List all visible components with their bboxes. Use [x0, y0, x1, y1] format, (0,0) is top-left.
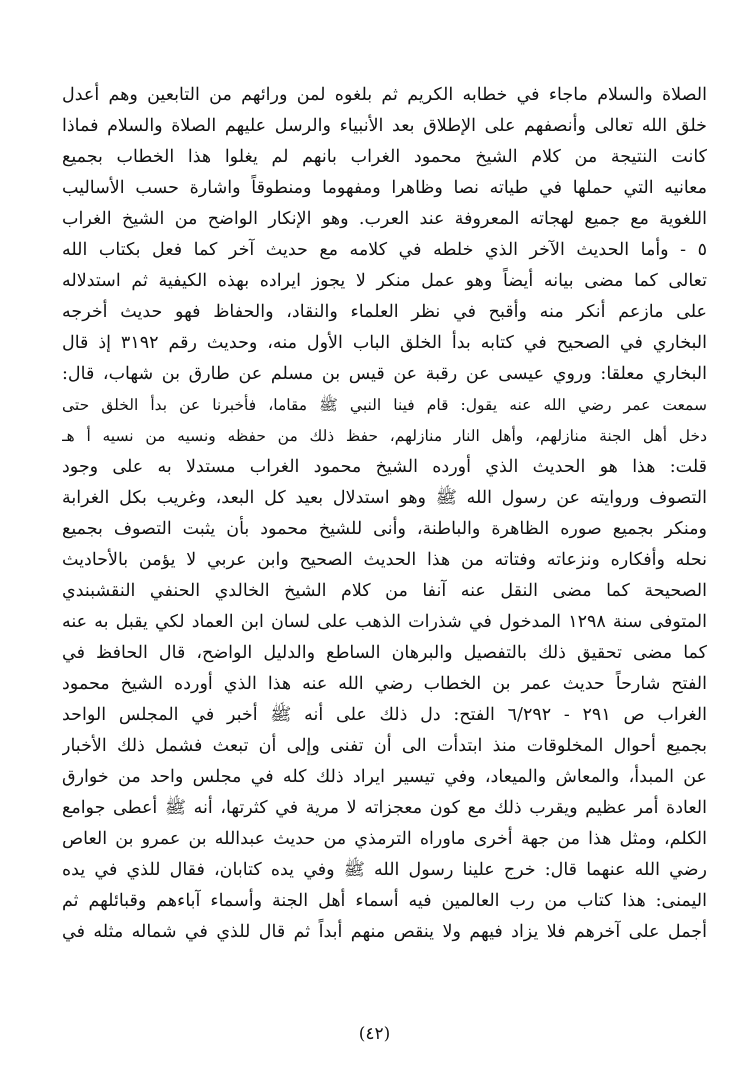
text-line: رضي الله عنهما قال: خرج علينا رسول الله ﷺ وفي يده كتابان، فقال للذي في يده: [62, 860, 707, 880]
quote-line: سمعت عمر رضي الله عنه يقول: قام فينا النبي ﷺ مقاما، فأخبرنا عن بدأ الخلق حتى: [62, 396, 707, 414]
text-line: الغراب ص ٢٩١ - ٦/٢٩٢ الفتح: دل ذلك على أنه ﷺ أخبر في المجلس الواحد: [62, 705, 707, 725]
text-line: الفتح شارحاً حديث عمر بن الخطاب رضي الله عنه هذا الذي أورده الشيخ محمود: [62, 674, 707, 694]
text-line: معانيه التي حملها في طياته نصا وظاهرا ومفهوما ومنطوقاً واشارة حسب الأساليب: [62, 178, 707, 198]
text-line: كما مضى تحقيق ذلك بالتفصيل والبرهان الساطع والدليل الواضح، قال الحافظ في: [62, 643, 707, 663]
text-line: البخاري في الصحيح في كتابه بدأ الخلق الباب الأول منه، وحديث رقم ٣١٩٢ إذ قال: [62, 333, 707, 353]
text-line: عن المبدأ، والمعاش والميعاد، وفي تيسير ايراد ذلك كله في مجلس واحد من خوارق: [62, 767, 707, 787]
text-line: تعالى كما مضى بيانه أيضاً وهو عمل منكر لا يجوز ايراده بهذه الكيفية ثم استدلاله: [62, 271, 707, 291]
text-line: الكلم، ومثل هذا من جهة أخرى ماوراه الترمذي من حديث عبدالله بن عمرو بن العاص: [62, 829, 707, 849]
quote-line: دخل أهل الجنة منازلهم، وأهل النار منازلهم، حفظ ذلك من حفظه ونسيه من نسيه أ هـ: [62, 427, 707, 445]
text-line: خلق الله تعالى وأنصفهم على الإطلاق بعد الأنبياء والرسل عليهم الصلاة والسلام فماذا: [62, 116, 707, 136]
text-line: ومنكر بجميع صوره الظاهرة والباطنة، وأنى للشيخ محمود بأن يثبت التصوف بجميع: [62, 519, 707, 539]
text-line: ٥ - وأما الحديث الآخر الذي خلطه في كلامه مع حديث آخر كما فعل بكتاب الله: [62, 240, 707, 260]
text-line: نحله وأفكاره ونزعاته وفتاته من هذا الحديث الصحيح وابن عربي لا يؤمن بالأحاديث: [62, 550, 707, 570]
text-line: المتوفى سنة ١٢٩٨ المدخول في شذرات الذهب على لسان ابن العماد لكي يقبل به عنه: [62, 612, 707, 632]
text-line: الصلاة والسلام ماجاء في خطابه الكريم ثم بلغوه لمن ورائهم من التابعين وهم أعدل: [62, 85, 707, 105]
text-line: بجميع أحوال المخلوقات منذ ابتدأت الى أن تفنى وإلى أن تبعث فشمل ذلك الأخبار: [62, 736, 707, 756]
page-number: (٤٢): [358, 1024, 391, 1044]
text-line: اللغوية مع جميع لهجاته المعروفة عند العرب. وهو الإنكار الواضح من الشيخ الغراب: [62, 209, 707, 229]
text-line: الصحيحة كما مضى النقل عنه آنفا من كلام الشيخ الخالدي الحنفي النقشبندي: [62, 581, 707, 601]
text-line: كانت النتيجة من كلام الشيخ محمود الغراب بانهم لم يغلوا هذا الخطاب بجميع: [62, 147, 707, 167]
text-line: أجمل على آخرهم فلا يزاد فيهم ولا ينقص منهم أبداً ثم قال للذي في شماله مثله في: [62, 922, 707, 942]
text-line: التصوف وروايته عن رسول الله ﷺ وهو استدلال بعيد كل البعد، وغريب بكل الغرابة: [62, 488, 707, 508]
text-line: العادة أمر عظيم ويقرب ذلك مع كون معجزاته لا مرية في كثرتها، أنه ﷺ أعطى جوامع: [62, 798, 707, 818]
text-line: قلت: هذا هو الحديث الذي أورده الشيخ محمود الغراب مستدلا به على وجود: [62, 457, 707, 477]
text-line: اليمنى: هذا كتاب من رب العالمين فيه أسماء أهل الجنة وأسماء آباءهم وقبائلهم ثم: [62, 891, 707, 911]
text-line: البخاري معلقا: وروي عيسى عن رقبة عن قيس بن مسلم عن طارق بن شهاب، قال:: [62, 364, 707, 384]
text-line: على مازعم أنكر منه وأقبح في نظر العلماء والنقاد، والحفاظ فهو حديث أخرجه: [62, 302, 707, 322]
page-body: [62, 80, 707, 1020]
